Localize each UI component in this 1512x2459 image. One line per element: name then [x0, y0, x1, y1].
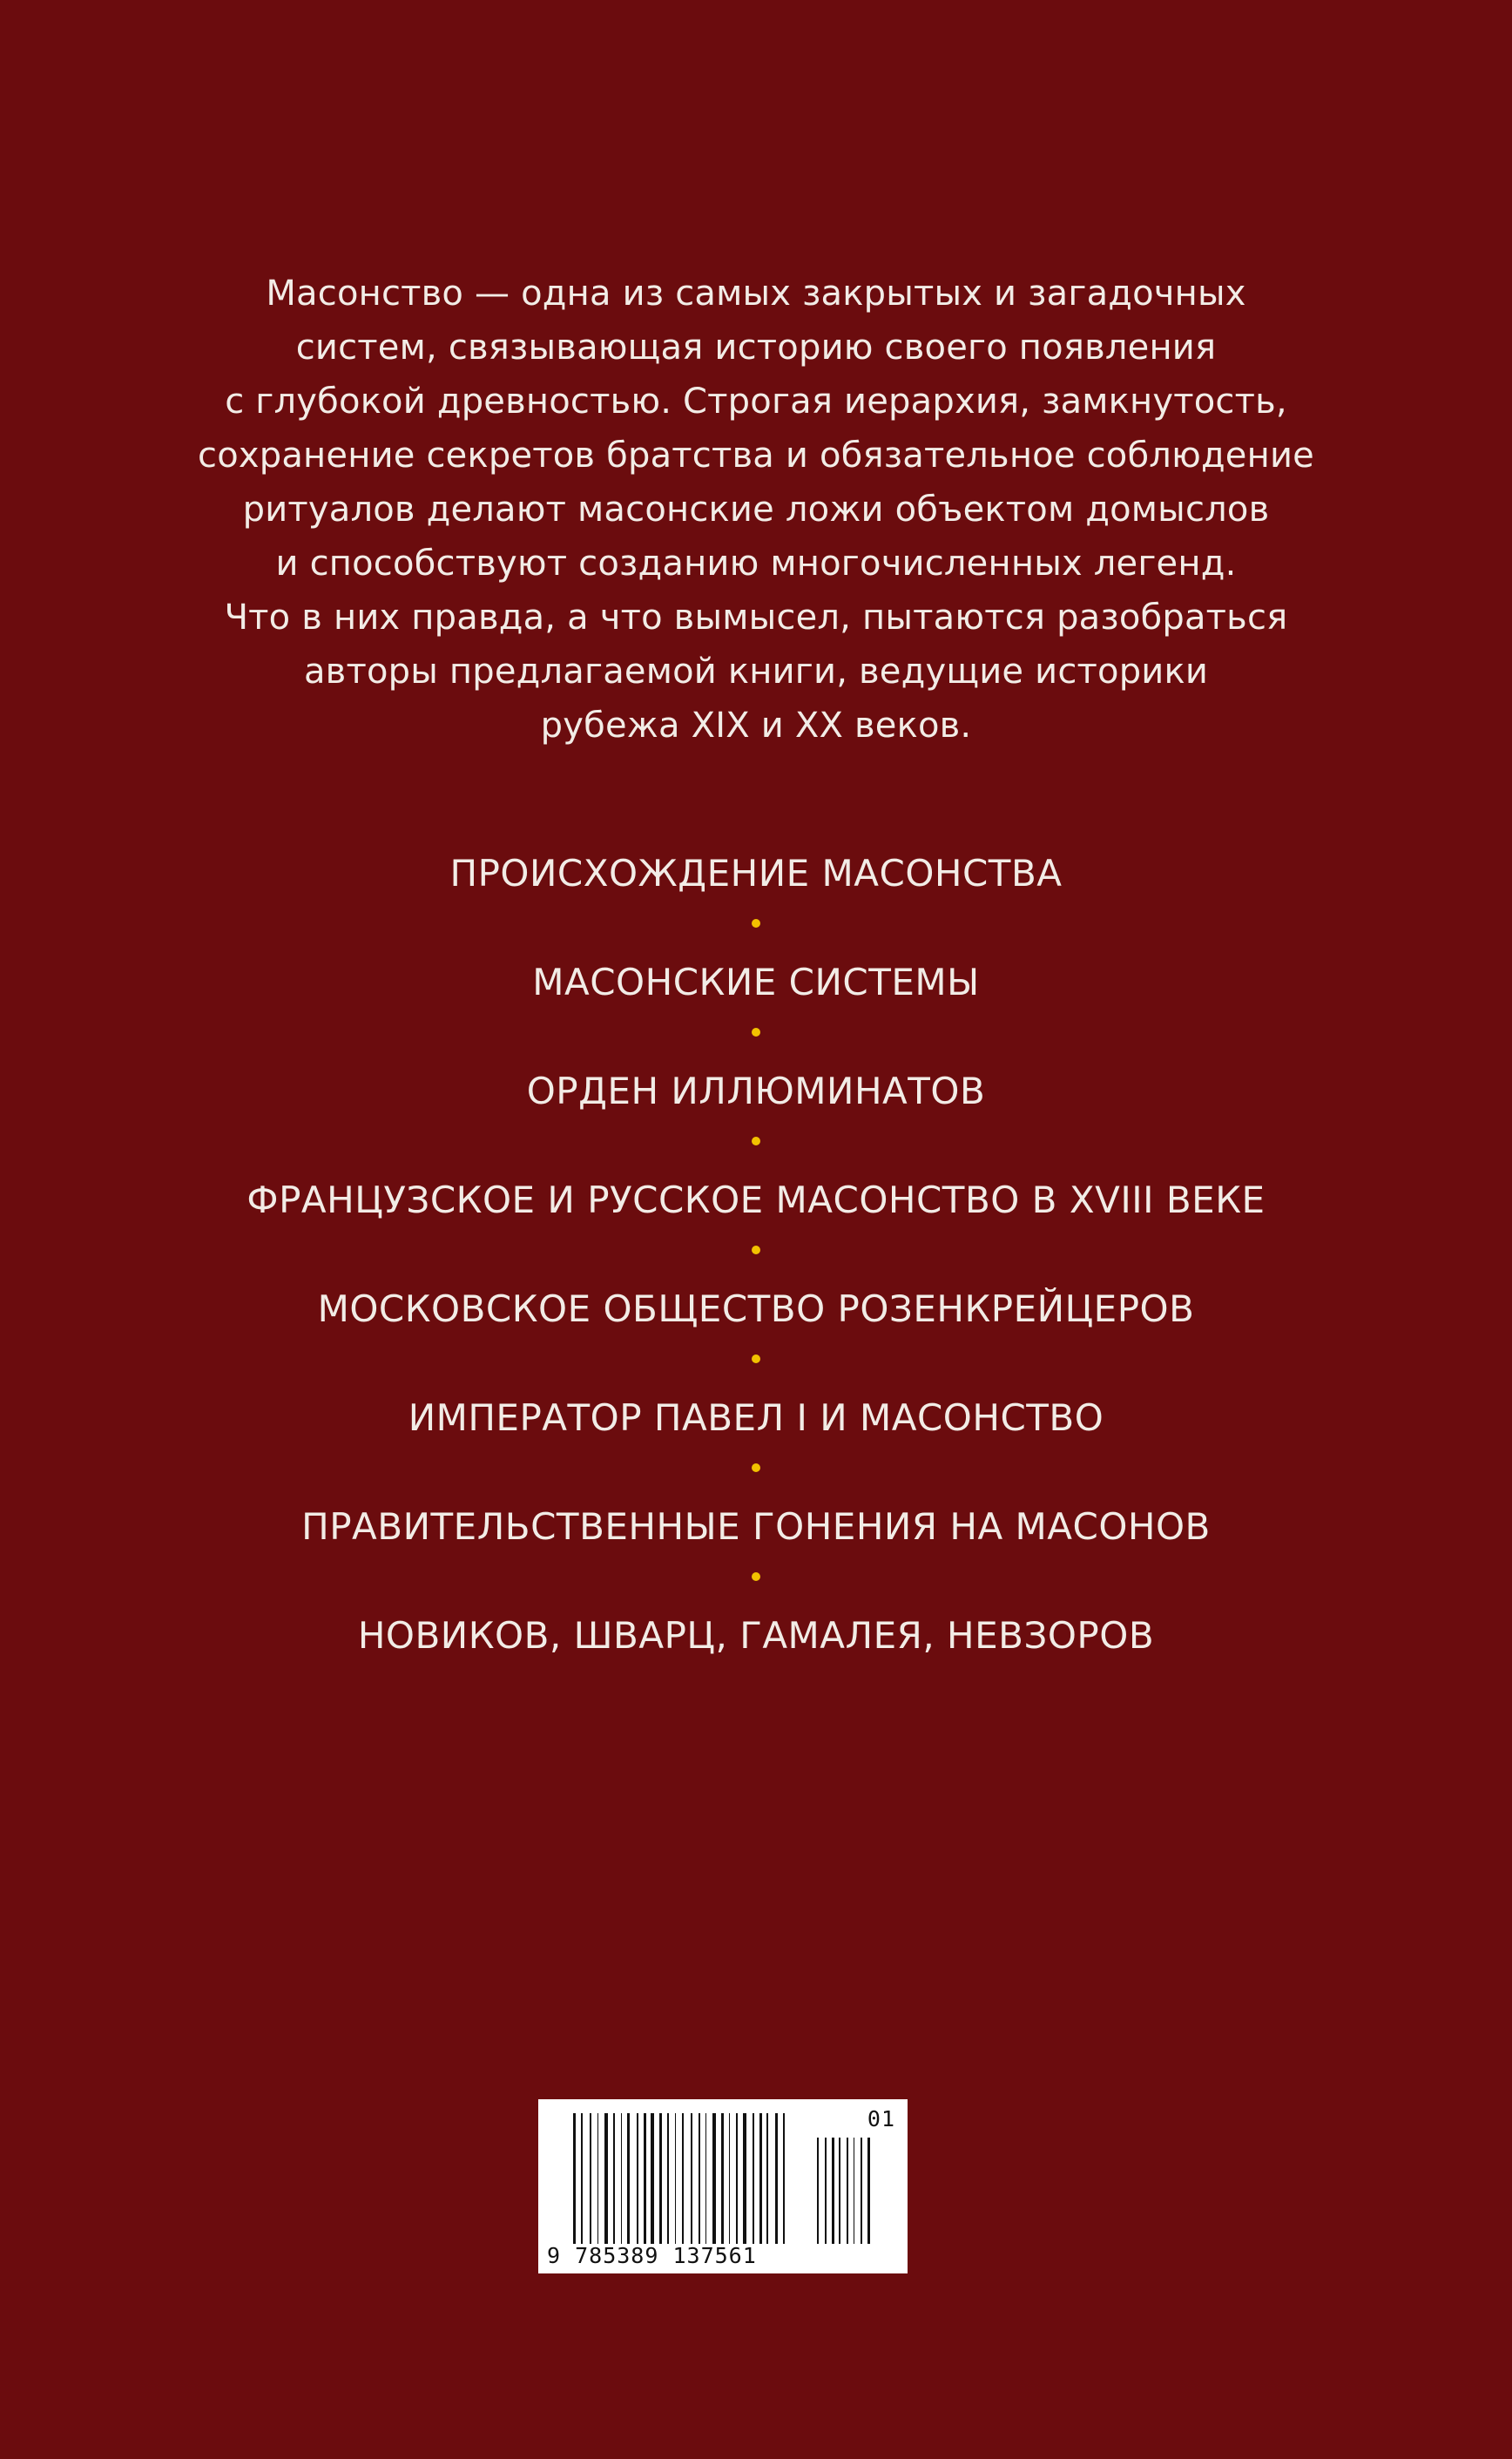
barcode-bar: [712, 2113, 716, 2244]
description-line: Масонство — одна из самых закрытых и загадочных: [266, 274, 1246, 314]
barcode-bar: [590, 2113, 591, 2244]
barcode-bar: [581, 2113, 583, 2244]
barcode-addon-bar: [825, 2138, 827, 2244]
barcode-bar: [621, 2113, 622, 2244]
barcode-bar: [691, 2113, 692, 2244]
barcode-bar: [753, 2113, 754, 2244]
barcode-bar: [783, 2113, 785, 2244]
description-line: сохранение секретов братства и обязательное соблюдение: [198, 436, 1314, 476]
contents-item-names: НОВИКОВ, ШВАРЦ, ГАМАЛЕЯ, НЕВЗОРОВ: [357, 1614, 1155, 1657]
description-line: Что в них правда, а что вымысел, пытаются разобраться: [224, 598, 1288, 638]
contents-item-paul-i: ИМПЕРАТОР ПАВЕЛ I И МАСОНСТВО: [408, 1396, 1104, 1439]
barcode-bar: [675, 2113, 676, 2244]
contents-item-persecution: ПРАВИТЕЛЬСТВЕННЫЕ ГОНЕНИЯ НА МАСОНОВ: [301, 1505, 1211, 1548]
barcode-bar: [659, 2113, 662, 2244]
barcode-bar: [766, 2113, 768, 2244]
barcode-bar: [637, 2113, 638, 2244]
barcode-bar: [573, 2113, 576, 2244]
bullet-dot-icon: [752, 1028, 760, 1037]
barcode-addon-digits: 01: [867, 2106, 895, 2131]
bullet-separator: [105, 1227, 1407, 1282]
barcode-bar: [736, 2113, 738, 2244]
description-line: и способствуют созданию многочисленных легенд.: [275, 544, 1237, 584]
bullet-separator: [105, 901, 1407, 956]
barcode-addon-bar: [867, 2138, 870, 2244]
barcode-addon-bar: [861, 2138, 862, 2244]
barcode-bar: [644, 2113, 646, 2244]
barcode-bar: [604, 2113, 608, 2244]
barcode-bar: [597, 2113, 598, 2244]
bullet-dot-icon: [752, 1463, 760, 1472]
barcode-bar: [682, 2113, 684, 2244]
barcode-addon-bar: [839, 2138, 840, 2244]
book-description: [146, 267, 1366, 753]
contents-item-illuminati: ОРДЕН ИЛЛЮМИНАТОВ: [526, 1070, 986, 1112]
bullet-dot-icon: [752, 1137, 760, 1145]
barcode-bar: [759, 2113, 762, 2244]
bullet-dot-icon: [752, 1354, 760, 1363]
barcode-bar: [627, 2113, 630, 2244]
barcode-bar: [651, 2113, 654, 2244]
barcode-bar: [699, 2113, 700, 2244]
bullet-separator: [105, 1010, 1407, 1064]
barcode-bar: [613, 2113, 615, 2244]
barcode-bar: [721, 2113, 724, 2244]
contents-item-systems: МАСОНСКИЕ СИСТЕМЫ: [532, 961, 980, 1003]
barcode-bar: [705, 2113, 706, 2244]
isbn-barcode: [538, 2099, 908, 2273]
bullet-dot-icon: [752, 1246, 760, 1254]
barcode-bar: [775, 2113, 778, 2244]
description-line: с глубокой древностью. Строгая иерархия, замкнутость,: [225, 382, 1287, 422]
contents-item-french-russian: ФРАНЦУЗСКОЕ И РУССКОЕ МАСОНСТВО В XVIII ВЕКЕ: [246, 1179, 1266, 1221]
bullet-separator: [105, 1554, 1407, 1609]
description-line: систем, связывающая историю своего появления: [295, 328, 1217, 368]
barcode-addon-bar: [832, 2138, 834, 2244]
description-line: авторы предлагаемой книги, ведущие историки: [303, 652, 1209, 692]
barcode-bar: [743, 2113, 746, 2244]
barcode-addon-bar: [847, 2138, 848, 2244]
description-line: рубежа XIX и XX веков.: [540, 706, 972, 746]
description-line: ритуалов делают масонские ложи объектом домыслов: [242, 490, 1270, 530]
bullet-dot-icon: [752, 919, 760, 928]
contents-list: [105, 847, 1407, 1663]
contents-item-rosicrucians: МОСКОВСКОЕ ОБЩЕСТВО РОЗЕНКРЕЙЦЕРОВ: [317, 1287, 1195, 1330]
barcode-digits: 9 785389 137561: [547, 2243, 757, 2268]
bullet-dot-icon: [752, 1572, 760, 1581]
bullet-separator: [105, 1445, 1407, 1500]
bullet-separator: [105, 1336, 1407, 1391]
barcode-addon-bar: [817, 2138, 819, 2244]
barcode-bar: [729, 2113, 730, 2244]
contents-item-origins: ПРОИСХОЖДЕНИЕ МАСОНСТВА: [449, 852, 1063, 895]
barcode-bar: [667, 2113, 669, 2244]
bullet-separator: [105, 1118, 1407, 1173]
